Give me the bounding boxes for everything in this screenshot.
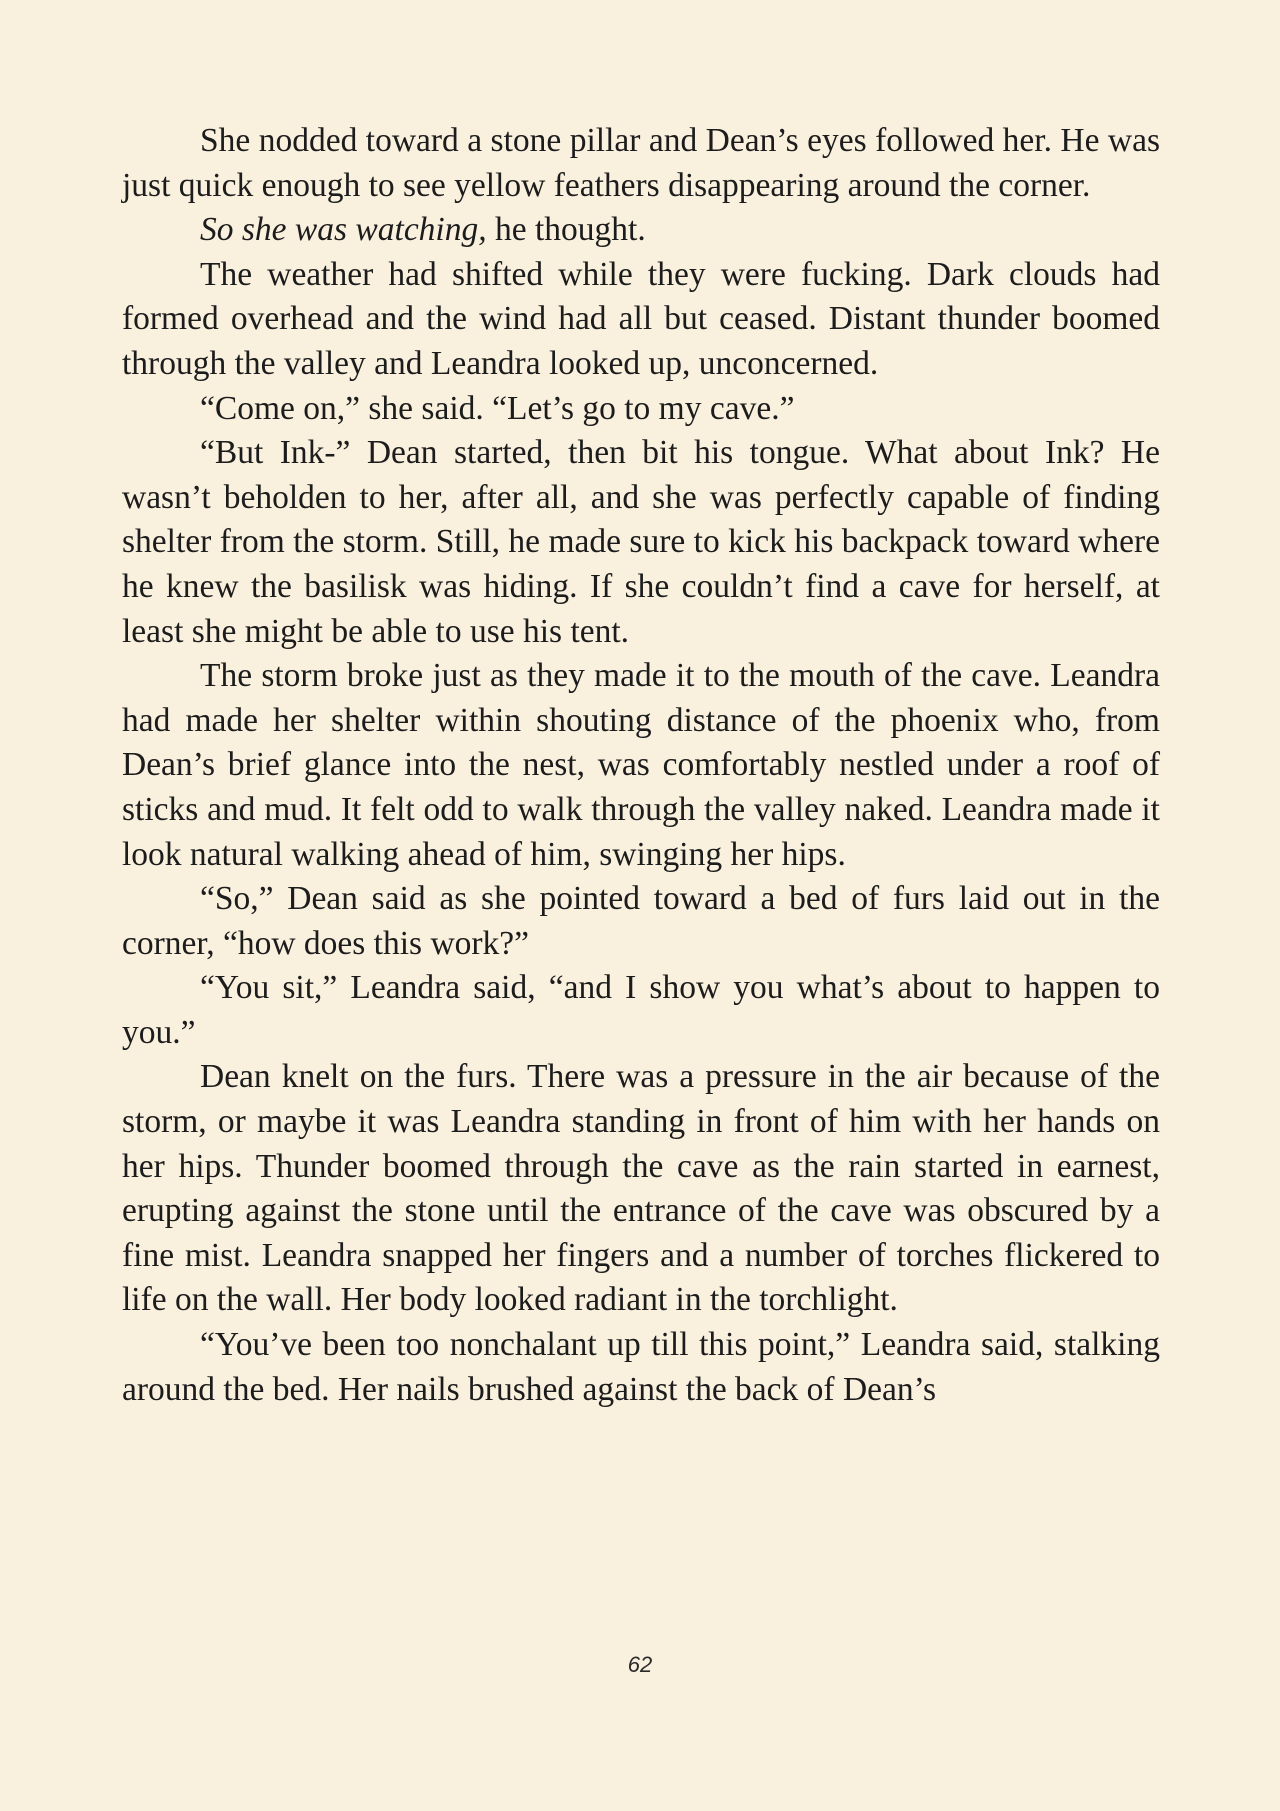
page-number: 62 xyxy=(627,1652,653,1677)
paragraph-6: The storm broke just as they made it to the mouth of the cave. Leandra had made her shelter within shouting distance of the phoenix who, from Dean’s brief glance into the nest, was comfortably nestled under a roof of sticks and mud. It felt odd to walk through the valley naked. Leandra made it look natural walking ahead of him, swinging her hips. xyxy=(122,657,1160,873)
paragraph-10: “You’ve been too nonchalant up till this point,” Leandra said, stalking around the bed. Her nails brushed against the back of Dean’s xyxy=(122,1326,1160,1408)
paragraph-4: “Come on,” she said. “Let’s go to my cave.” xyxy=(200,389,795,427)
paragraph-7: “So,” Dean said as she pointed toward a bed of furs laid out in the corner, “how does this work?” xyxy=(122,880,1160,962)
paragraph-2-rest: he thought. xyxy=(486,211,646,249)
paragraph-1: She nodded toward a stone pillar and Dean’s eyes followed her. He was just quick enough to see yellow feathers disappearing around the corner. xyxy=(122,122,1160,204)
paragraph-5: “But Ink-” Dean started, then bit his tongue. What about Ink? He wasn’t beholden to her, after all, and she was perfectly capable of finding shelter from the storm. Still, he made sure to kick his backpack toward where he knew the basilisk was hiding. If she couldn’t find a cave for herself, at least she might be able to use his tent. xyxy=(122,434,1160,650)
paragraph-9: Dean knelt on the furs. There was a pressure in the air because of the storm, or maybe it was Leandra standing in front of him with her hands on her hips. Thunder boomed through the cave as the rain started in earnest, erupting against the stone until the entrance of the cave was obscured by a fine mist. Leandra snapped her fingers and a number of torches flickered to life on the wall. Her body looked radiant in the torchlight. xyxy=(122,1058,1160,1319)
paragraph-8: “You sit,” Leandra said, “and I show you what’s about to happen to you.” xyxy=(122,969,1160,1051)
paragraph-3: The weather had shifted while they were fucking. Dark clouds had formed overhead and the wind had all but ceased. Distant thunder boomed through the valley and Leandra looked up, unconcerned. xyxy=(122,255,1160,382)
italic-thought: So she was watching, xyxy=(200,211,487,249)
page-body xyxy=(122,119,1160,1412)
paragraph-2 xyxy=(122,208,1160,253)
